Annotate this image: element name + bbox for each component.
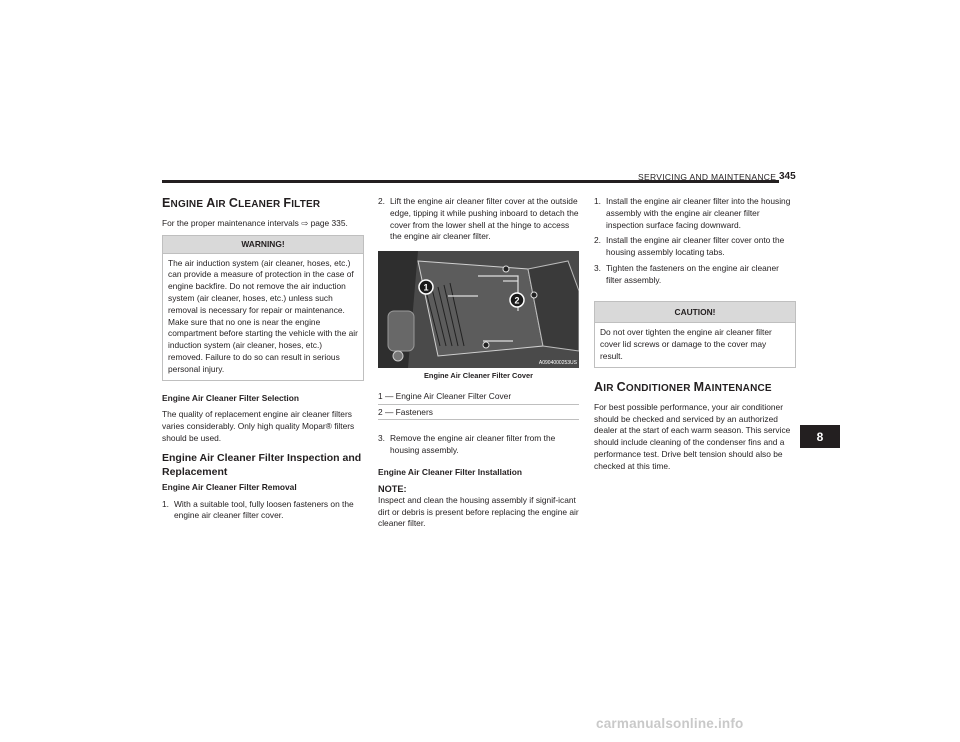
page-reference-arrow-icon: ⇨ bbox=[301, 218, 309, 228]
selection-paragraph: The quality of replacement engine air cleaner filters varies considerably. Only high quality Mopar® filters should be used. bbox=[162, 409, 355, 443]
install-step-2 bbox=[594, 235, 796, 259]
engine-bay-drawing bbox=[378, 251, 579, 368]
step-number: 3. bbox=[378, 433, 385, 444]
caution-text: Do not over tighten the engine air cleaner filter cover lid screws or damage to the cover may result. bbox=[600, 327, 772, 361]
column-1 bbox=[162, 196, 364, 522]
step-number: 2. bbox=[594, 235, 601, 246]
install-step-1 bbox=[594, 196, 796, 231]
removal-step-2 bbox=[378, 196, 579, 243]
note-text: Inspect and clean the housing assembly if signif-icant dirt or debris is present before replacing the engine air cleaner filter. bbox=[378, 494, 579, 529]
installation-heading: Engine Air Cleaner Filter Installation bbox=[378, 466, 522, 477]
air-conditioner-maintenance-title: AIR CONDITIONER MAINTENANCE bbox=[594, 379, 772, 394]
caution-title: CAUTION! bbox=[595, 302, 795, 324]
removal-step-1 bbox=[162, 499, 364, 523]
legend-item-2: 2 — Fasteners bbox=[378, 405, 579, 421]
page-number: 345 bbox=[779, 171, 796, 182]
watermark-text: carmanualsonline.info bbox=[596, 716, 744, 731]
step-text: Tighten the fasteners on the engine air cleaner filter assembly. bbox=[606, 262, 779, 285]
column-2-lower bbox=[378, 370, 579, 530]
warning-box bbox=[162, 235, 364, 381]
removal-heading: Engine Air Cleaner Filter Removal bbox=[162, 481, 297, 492]
selection-heading: Engine Air Cleaner Filter Selection bbox=[162, 392, 299, 403]
page-reference-link[interactable]: page 335. bbox=[310, 218, 348, 228]
step-text: Install the engine air cleaner filter into the housing assembly with the engine air cleaner filter inspection surface facing downward. bbox=[606, 196, 791, 230]
callout-2-label: 2 bbox=[514, 295, 520, 306]
running-header: SERVICING AND MAINTENANCE bbox=[638, 172, 777, 182]
removal-step-3 bbox=[378, 433, 579, 457]
step-text: Remove the engine air cleaner filter from the housing assembly. bbox=[390, 433, 556, 456]
step-number: 1. bbox=[594, 196, 601, 206]
air-conditioner-paragraph: For best possible performance, your air conditioner should be checked and serviced by an authorized dealer at the start of each warm season. This service should include cleaning of the condenser fins and a performance test. Drive belt tension should also be checked at this time. bbox=[594, 401, 791, 471]
legend-item-1: 1 — Engine Air Cleaner Filter Cover bbox=[378, 389, 579, 405]
chapter-tab: 8 bbox=[800, 425, 840, 448]
air-cleaner-cover-illustration bbox=[378, 251, 579, 368]
image-code: A0904000253US bbox=[538, 360, 577, 366]
column-2 bbox=[378, 196, 579, 243]
figure-legend bbox=[378, 388, 579, 421]
engine-air-cleaner-filter-title: ENGINE AIR CLEANER FILTER bbox=[162, 196, 321, 210]
intro-paragraph: For the proper maintenance intervals ⇨ page 335. bbox=[162, 218, 348, 228]
step-text: Lift the engine air cleaner filter cover at the outside edge, tipping it while pushing inboard to detach the cover from the lower shell at the hinge to access the engine air cleaner filter. bbox=[390, 196, 579, 242]
step-number: 2. bbox=[378, 196, 385, 206]
warning-title: WARNING! bbox=[163, 236, 363, 254]
step-text: Install the engine air cleaner filter cover onto the housing assembly locating tabs. bbox=[606, 235, 785, 258]
install-step-3 bbox=[594, 263, 796, 287]
note-label: NOTE: bbox=[378, 483, 407, 494]
caution-box bbox=[594, 301, 796, 368]
step-text: With a suitable tool, fully loosen fasteners on the engine air cleaner filter cover. bbox=[174, 498, 354, 521]
step-number: 3. bbox=[594, 262, 601, 273]
warning-text: The air induction system (air cleaner, hoses, etc.) can provide a measure of protection in the case of engine backfire. Do not remove the air induction system (air cleaner, hoses, etc.) unless such removal is necessary for repair or maintenance. Make sure that no one is near the engine compartment before starting the vehicle with the air induction system (air cleaner, hoses, etc.) removed. Failure to do so can result in serious personal injury. bbox=[168, 257, 358, 374]
inspection-heading: Engine Air Cleaner Filter Inspection and Replacement bbox=[162, 451, 362, 478]
column-3 bbox=[594, 196, 796, 473]
figure-caption: Engine Air Cleaner Filter Cover bbox=[424, 371, 533, 380]
step-number: 1. bbox=[162, 498, 169, 509]
callout-1-label: 1 bbox=[423, 282, 429, 293]
